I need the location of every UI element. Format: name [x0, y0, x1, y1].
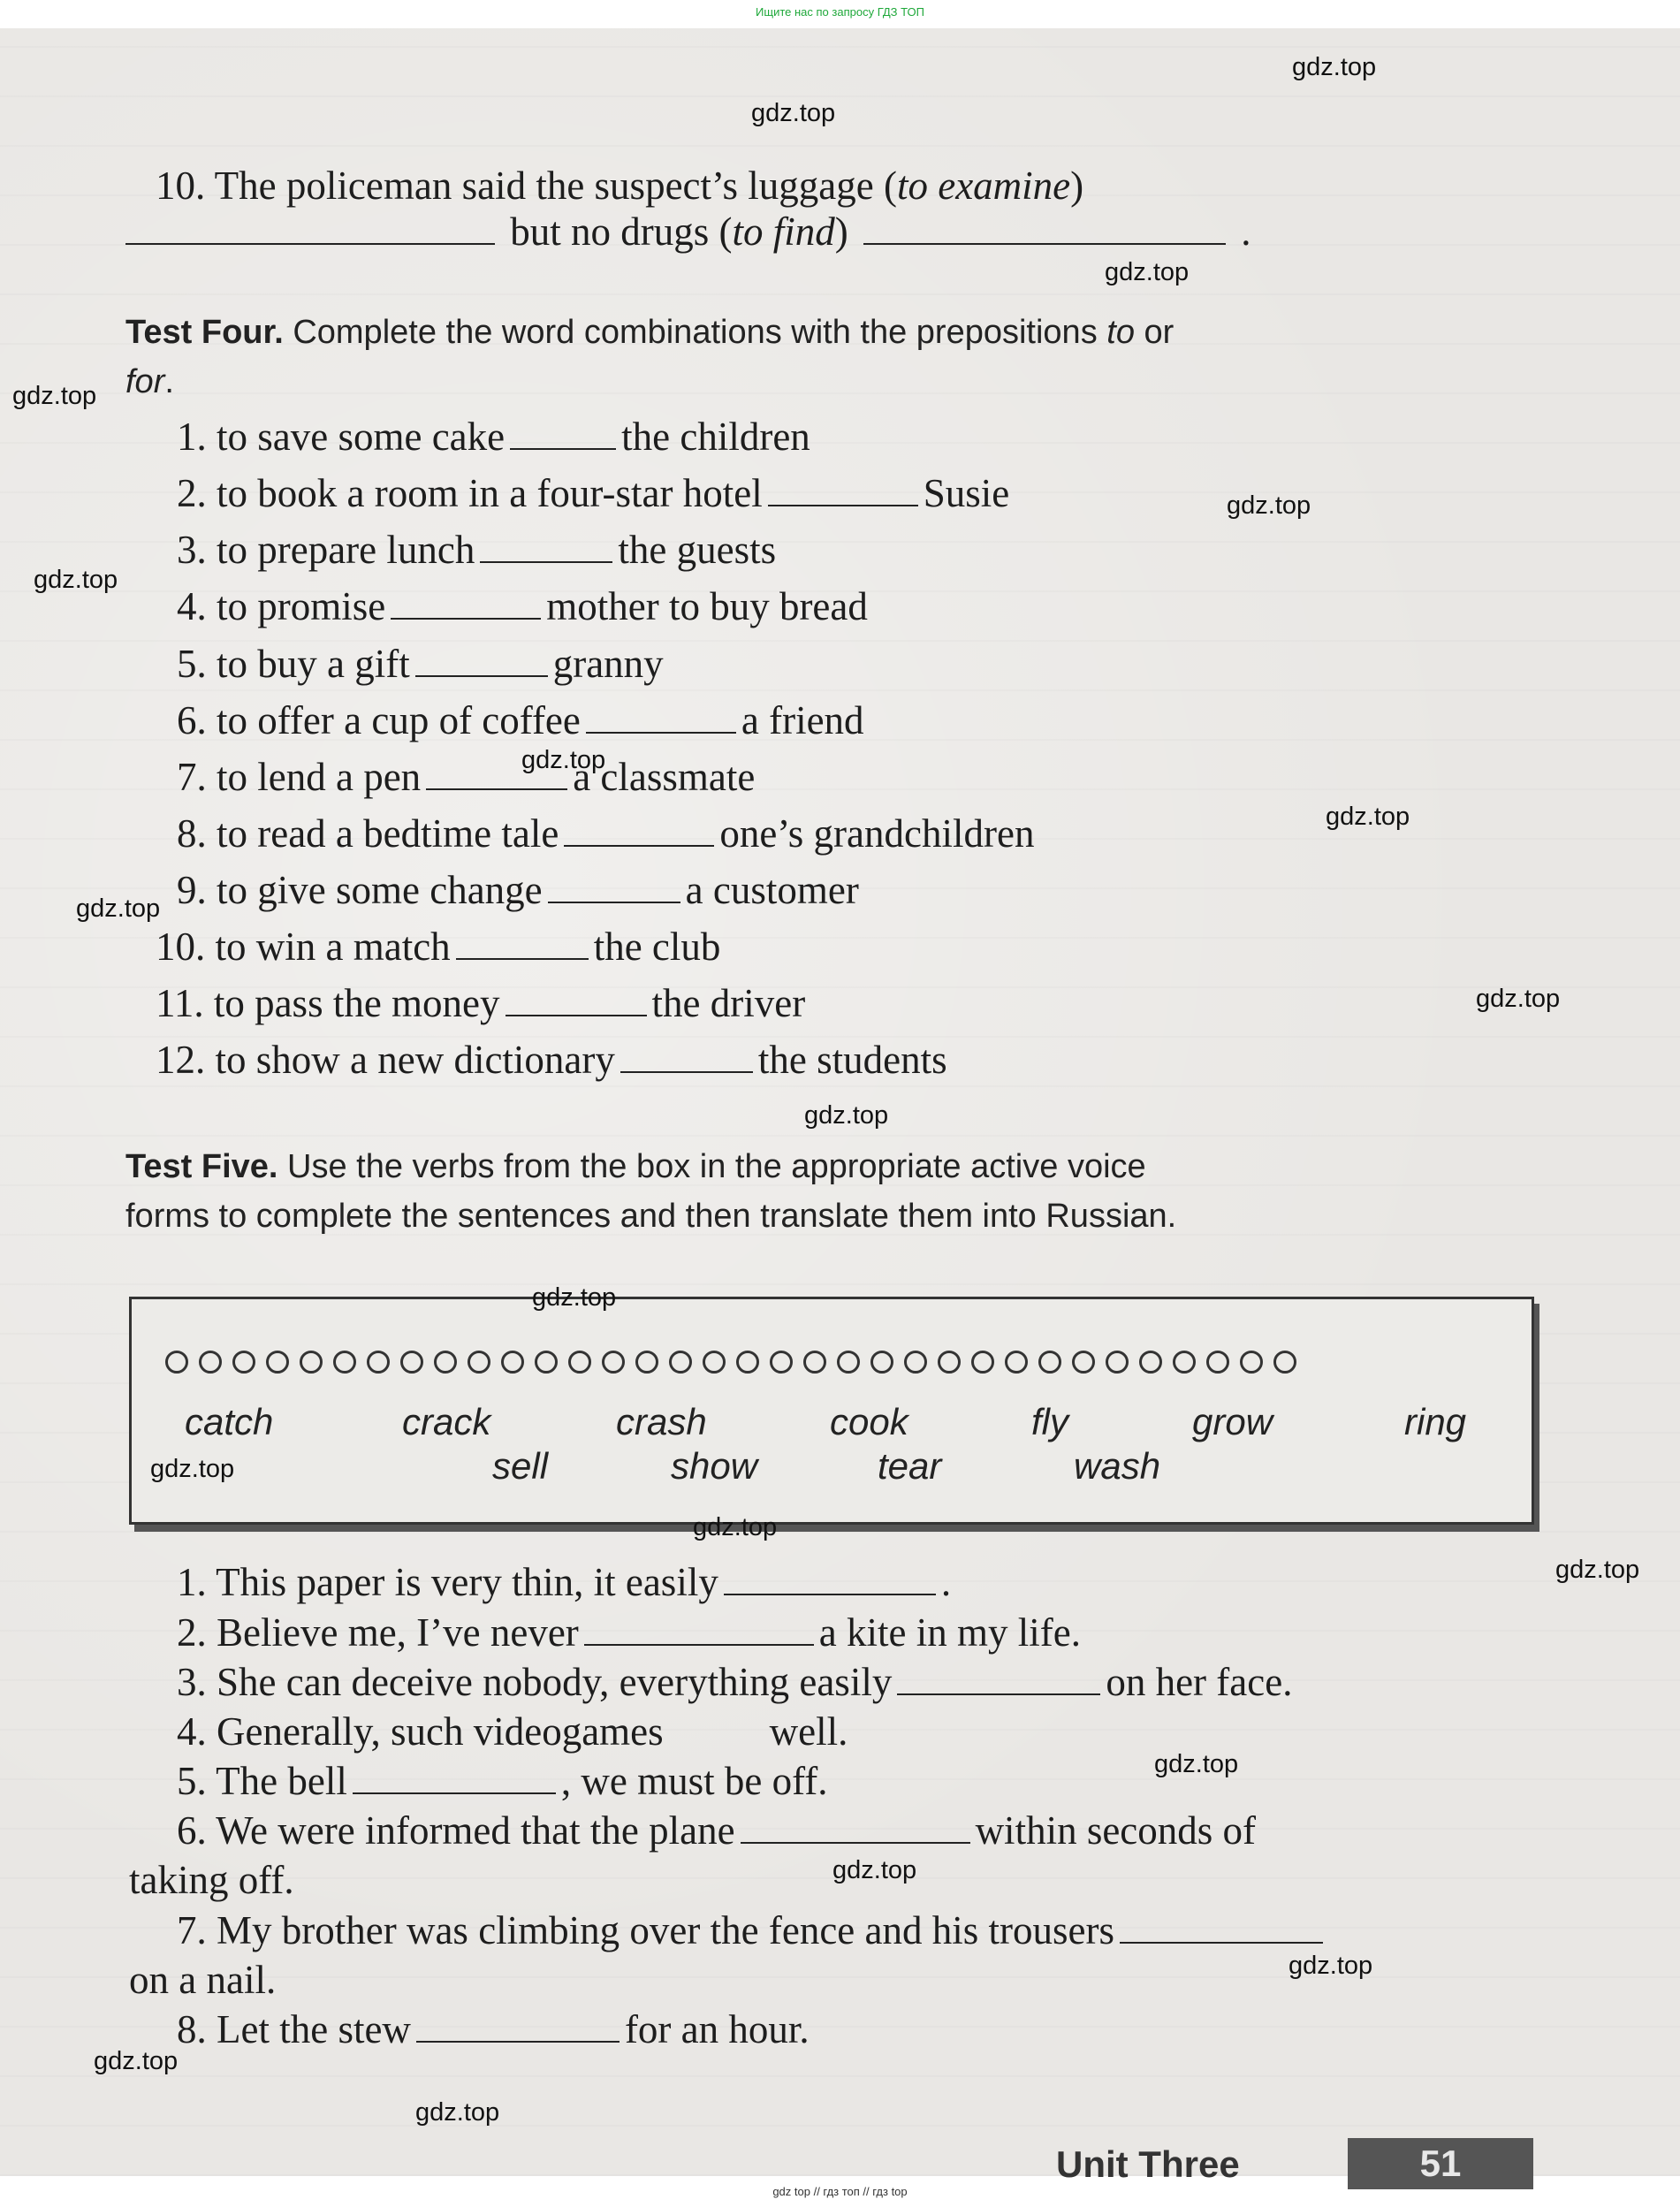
answer-blank[interactable] — [415, 649, 548, 677]
watermark: gdz.top — [693, 1513, 778, 1541]
test4-item: 2. to book a room in a four-star hotel Susie — [177, 471, 1010, 515]
verb-item: fly — [1031, 1401, 1068, 1442]
answer-blank[interactable] — [391, 591, 541, 620]
decorative-circle — [1206, 1351, 1229, 1374]
watermark: gdz.top — [1154, 1750, 1239, 1778]
answer-blank[interactable] — [564, 818, 714, 847]
decorative-circle — [736, 1351, 759, 1374]
watermark: gdz.top — [150, 1455, 235, 1483]
decorative-circle — [232, 1351, 255, 1374]
test3-item10-line2: but no drugs (to find) . — [125, 212, 1251, 252]
unit-title: Unit Three — [1056, 2143, 1240, 2185]
watermark: gdz.top — [94, 2047, 179, 2075]
answer-blank[interactable] — [480, 535, 612, 563]
test4-item: 4. to promise mother to buy bread — [177, 584, 868, 628]
verb-box — [129, 1297, 1534, 1525]
test4-item: 8. to read a bedtime tale one’s grandchildren — [177, 811, 1035, 856]
test4-item: 10. to win a match the club — [156, 925, 721, 969]
verb-item: wash — [1074, 1445, 1161, 1487]
decorative-circle — [199, 1351, 222, 1374]
verb-item: sell — [492, 1445, 549, 1487]
watermark: gdz.top — [1227, 491, 1311, 520]
decorative-circle — [635, 1351, 658, 1374]
test4-item: 5. to buy a gift granny — [177, 642, 664, 686]
watermark: gdz.top — [415, 2098, 500, 2127]
verb-item: catch — [185, 1401, 274, 1442]
watermark: gdz.top — [532, 1283, 617, 1312]
answer-blank[interactable] — [741, 1815, 970, 1844]
watermark: gdz.top — [1476, 985, 1561, 1013]
page-number: 51 — [1348, 2138, 1533, 2189]
test5-item: on a nail. — [129, 1958, 277, 2002]
decorative-circle — [1173, 1351, 1196, 1374]
decorative-circle — [803, 1351, 826, 1374]
watermark: gdz.top — [804, 1101, 889, 1130]
test4-item: 11. to pass the money the driver — [156, 981, 806, 1025]
decorative-circle — [1072, 1351, 1095, 1374]
test4-item: 12. to show a new dictionary the students — [156, 1038, 947, 1082]
answer-blank[interactable] — [586, 705, 736, 734]
answer-blank[interactable] — [863, 217, 1226, 245]
textbook-page — [0, 28, 1680, 2185]
watermark: gdz.top — [1289, 1952, 1373, 1980]
answer-blank[interactable] — [1120, 1915, 1323, 1944]
test4-item: 6. to offer a cup of coffee a friend — [177, 698, 864, 742]
decorative-circle — [1038, 1351, 1061, 1374]
answer-blank[interactable] — [416, 2014, 620, 2043]
test4-item: 7. to lend a pen a classmate — [177, 755, 756, 799]
decorative-circle — [1106, 1351, 1129, 1374]
watermark: gdz.top — [76, 894, 161, 923]
watermark: gdz.top — [1326, 803, 1410, 831]
answer-blank[interactable] — [548, 875, 680, 903]
watermark: gdz.top — [1555, 1556, 1640, 1584]
test5-item: taking off. — [129, 1858, 294, 1902]
circle-row — [165, 1351, 1296, 1374]
answer-blank[interactable] — [125, 217, 495, 245]
decorative-circle — [1240, 1351, 1263, 1374]
decorative-circle — [367, 1351, 390, 1374]
answer-blank[interactable] — [724, 1567, 936, 1595]
decorative-circle — [400, 1351, 423, 1374]
decorative-circle — [568, 1351, 591, 1374]
decorative-circle — [770, 1351, 793, 1374]
watermark: gdz.top — [832, 1856, 917, 1884]
decorative-circle — [1273, 1351, 1296, 1374]
test5-item: 2. Believe me, I’ve never a kite in my life. — [177, 1610, 1081, 1655]
answer-blank[interactable] — [510, 422, 616, 450]
decorative-circle — [300, 1351, 323, 1374]
verb-item: ring — [1404, 1401, 1467, 1442]
decorative-circle — [971, 1351, 994, 1374]
answer-blank[interactable] — [620, 1045, 753, 1073]
watermark: gdz.top — [521, 746, 606, 774]
answer-blank[interactable] — [768, 478, 918, 506]
decorative-circle — [703, 1351, 726, 1374]
watermark: gdz.top — [1105, 258, 1190, 286]
test5-item: 8. Let the stew for an hour. — [177, 2007, 810, 2051]
bottom-banner[interactable]: gdz top // гдз топ // гдз top — [772, 2185, 908, 2198]
verb-item: cook — [830, 1401, 908, 1442]
decorative-circle — [1005, 1351, 1028, 1374]
decorative-circle — [870, 1351, 893, 1374]
test4-item: 9. to give some change a customer — [177, 868, 859, 912]
decorative-circle — [837, 1351, 860, 1374]
answer-blank[interactable] — [584, 1617, 814, 1646]
verb-item: grow — [1192, 1401, 1273, 1442]
test5-item: 7. My brother was climbing over the fence and his trousers — [177, 1911, 1328, 1951]
verb-item: crack — [402, 1401, 491, 1442]
answer-blank[interactable] — [353, 1766, 556, 1794]
decorative-circle — [266, 1351, 289, 1374]
decorative-circle — [904, 1351, 927, 1374]
test5-item: 1. This paper is very thin, it easily . — [177, 1560, 952, 1604]
top-banner[interactable]: Ищите нас по запросу ГДЗ ТОП — [756, 5, 924, 19]
test5-item: 6. We were informed that the plane within seconds of — [177, 1808, 1257, 1853]
watermark: gdz.top — [12, 382, 97, 410]
answer-blank[interactable] — [506, 988, 647, 1016]
decorative-circle — [434, 1351, 457, 1374]
test5-item: 5. The bell , we must be off. — [177, 1759, 828, 1803]
test5-heading: Test Five. Use the verbs from the box in the appropriate active voice forms to complete the sentences and then translate them into Russian. — [125, 1148, 1177, 1235]
test5-item: 3. She can deceive nobody, everything easily on her face. — [177, 1660, 1293, 1704]
answer-blank[interactable] — [456, 932, 589, 960]
decorative-circle — [333, 1351, 356, 1374]
test4-item: 1. to save some cake the children — [177, 415, 810, 459]
decorative-circle — [535, 1351, 558, 1374]
test4-heading: Test Four. Complete the word combinations with the prepositions to or for. — [125, 314, 1174, 400]
decorative-circle — [602, 1351, 625, 1374]
decorative-circle — [669, 1351, 692, 1374]
decorative-circle — [501, 1351, 524, 1374]
decorative-circle — [165, 1351, 188, 1374]
test3-item10-line1: 10. The policeman said the suspect’s luggage (to examine) — [156, 164, 1084, 208]
verb-item: tear — [878, 1445, 942, 1487]
verb-item: show — [671, 1445, 758, 1487]
verb-item: crash — [616, 1401, 707, 1442]
test5-item: 4. Generally, such videogames well. — [177, 1709, 848, 1754]
decorative-circle — [1139, 1351, 1162, 1374]
watermark: gdz.top — [1292, 53, 1377, 81]
watermark: gdz.top — [34, 566, 118, 594]
test4-item: 3. to prepare lunch the guests — [177, 528, 777, 572]
watermark: gdz.top — [751, 99, 836, 127]
decorative-circle — [938, 1351, 961, 1374]
decorative-circle — [468, 1351, 490, 1374]
answer-blank[interactable] — [897, 1667, 1100, 1695]
